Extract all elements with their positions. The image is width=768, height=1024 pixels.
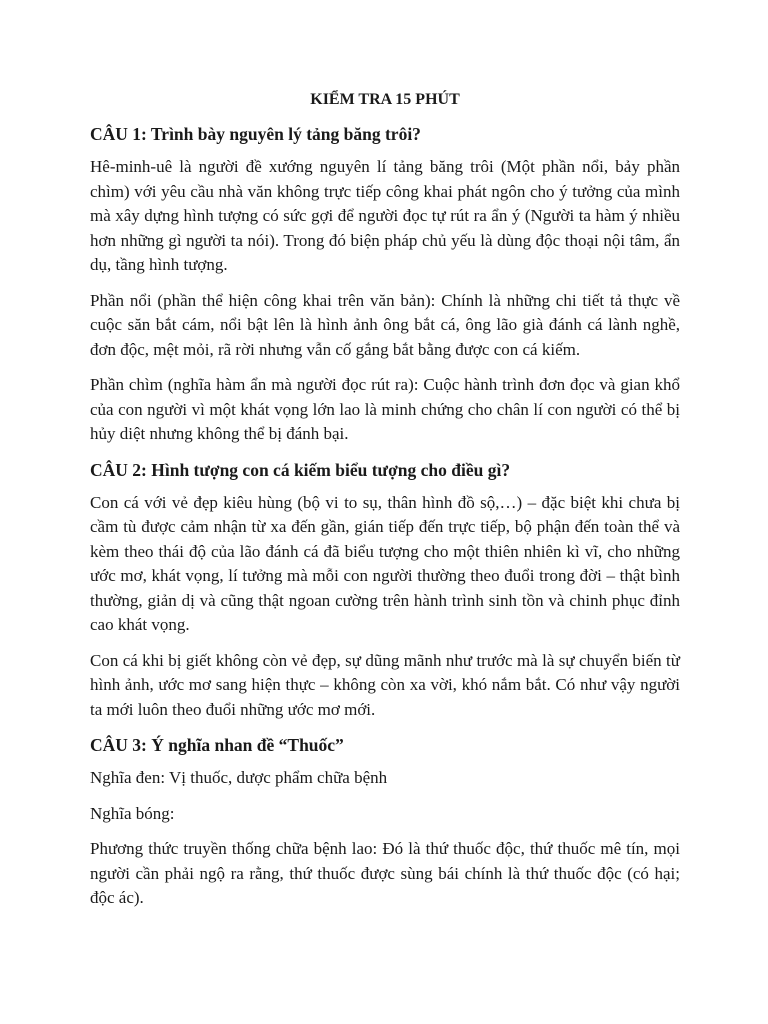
document-page xyxy=(90,88,680,922)
document-title: KIỂM TRA 15 PHÚT xyxy=(310,91,460,108)
question-1-heading: CÂU 1: Trình bày nguyên lý tảng băng trôi? xyxy=(90,124,421,144)
question-2-heading: CÂU 2: Hình tượng con cá kiếm biểu tượng cho điều gì? xyxy=(90,459,511,480)
question-2-paragraph-2: Con cá khi bị giết không còn vẻ đẹp, sự dũng mãnh như trước mà là sự chuyển biến từ hình ảnh, ước mơ sang hiện thực – không còn xa vời, khó nắm bắt. Có như vậy người ta mới luôn theo đuổi những ước mơ mới. xyxy=(90,650,680,719)
question-1-paragraph-2: Phần nổi (phần thể hiện công khai trên văn bản): Chính là những chi tiết tả thực về cuộc săn bắt cám, nổi bật lên là hình ảnh ông bắt cá, ông lão già đánh cá lành nghề, đơn độc, mệt mỏi, rã rời nhưng vẫn cố gắng bắt bằng được con cá kiếm. xyxy=(90,290,680,359)
question-1-paragraph-3: Phần chìm (nghĩa hàm ẩn mà người đọc rút ra): Cuộc hành trình đơn đọc và gian khổ của con người vì một khát vọng lớn lao là minh chứng cho chân lí con người có thể bị hủy diệt nhưng không thể bị đánh bại. xyxy=(90,375,680,443)
question-3-paragraph-1: Nghĩa đen: Vị thuốc, dược phẩm chữa bệnh xyxy=(90,768,388,787)
question-3-heading: CÂU 3: Ý nghĩa nhan đề “Thuốc” xyxy=(90,735,344,755)
question-2-paragraph-1: Con cá với vẻ đẹp kiêu hùng (bộ vi to sụ, thân hình đồ sộ,…) – đặc biệt khi chưa bị cầm tù được cảm nhận từ xa đến gần, gián tiếp đến trực tiếp, bộ phận đến toàn thể và kèm theo thái độ của lão đánh cá đã biểu tượng cho một thiên nhiên kì vĩ, cho những ước mơ, khát vọng, lí tưởng mà mỗi con người thường theo đuổi trong đời – thật bình thường, giản dị và cũng thật ngoan cường trên hành trình sinh tồn và chinh phục đỉnh cao khát vọng. xyxy=(90,492,680,634)
question-1-paragraph-1: Hê-minh-uê là người đề xướng nguyên lí tảng băng trôi (Một phần nổi, bảy phần chìm) với yêu cầu nhà văn không trực tiếp công khai phát ngôn cho ý tưởng của mình mà xây dựng hình tượng có sức gợi để người đọc tự rút ra ẩn ý (Người ta hàm ý nhiều hơn những gì người ta nói). Trong đó biện pháp chủ yếu là dùng độc thoại nội tâm, ẩn dụ, tầng hình tượng. xyxy=(90,157,680,274)
question-3-paragraph-3: Phương thức truyền thống chữa bệnh lao: Đó là thứ thuốc độc, thứ thuốc mê tín, mọi người cần phải ngộ ra rằng, thứ thuốc được sùng bái chính là thứ thuốc độc (có hại; độc ác). xyxy=(90,839,680,907)
question-3-paragraph-2: Nghĩa bóng: xyxy=(90,803,175,823)
